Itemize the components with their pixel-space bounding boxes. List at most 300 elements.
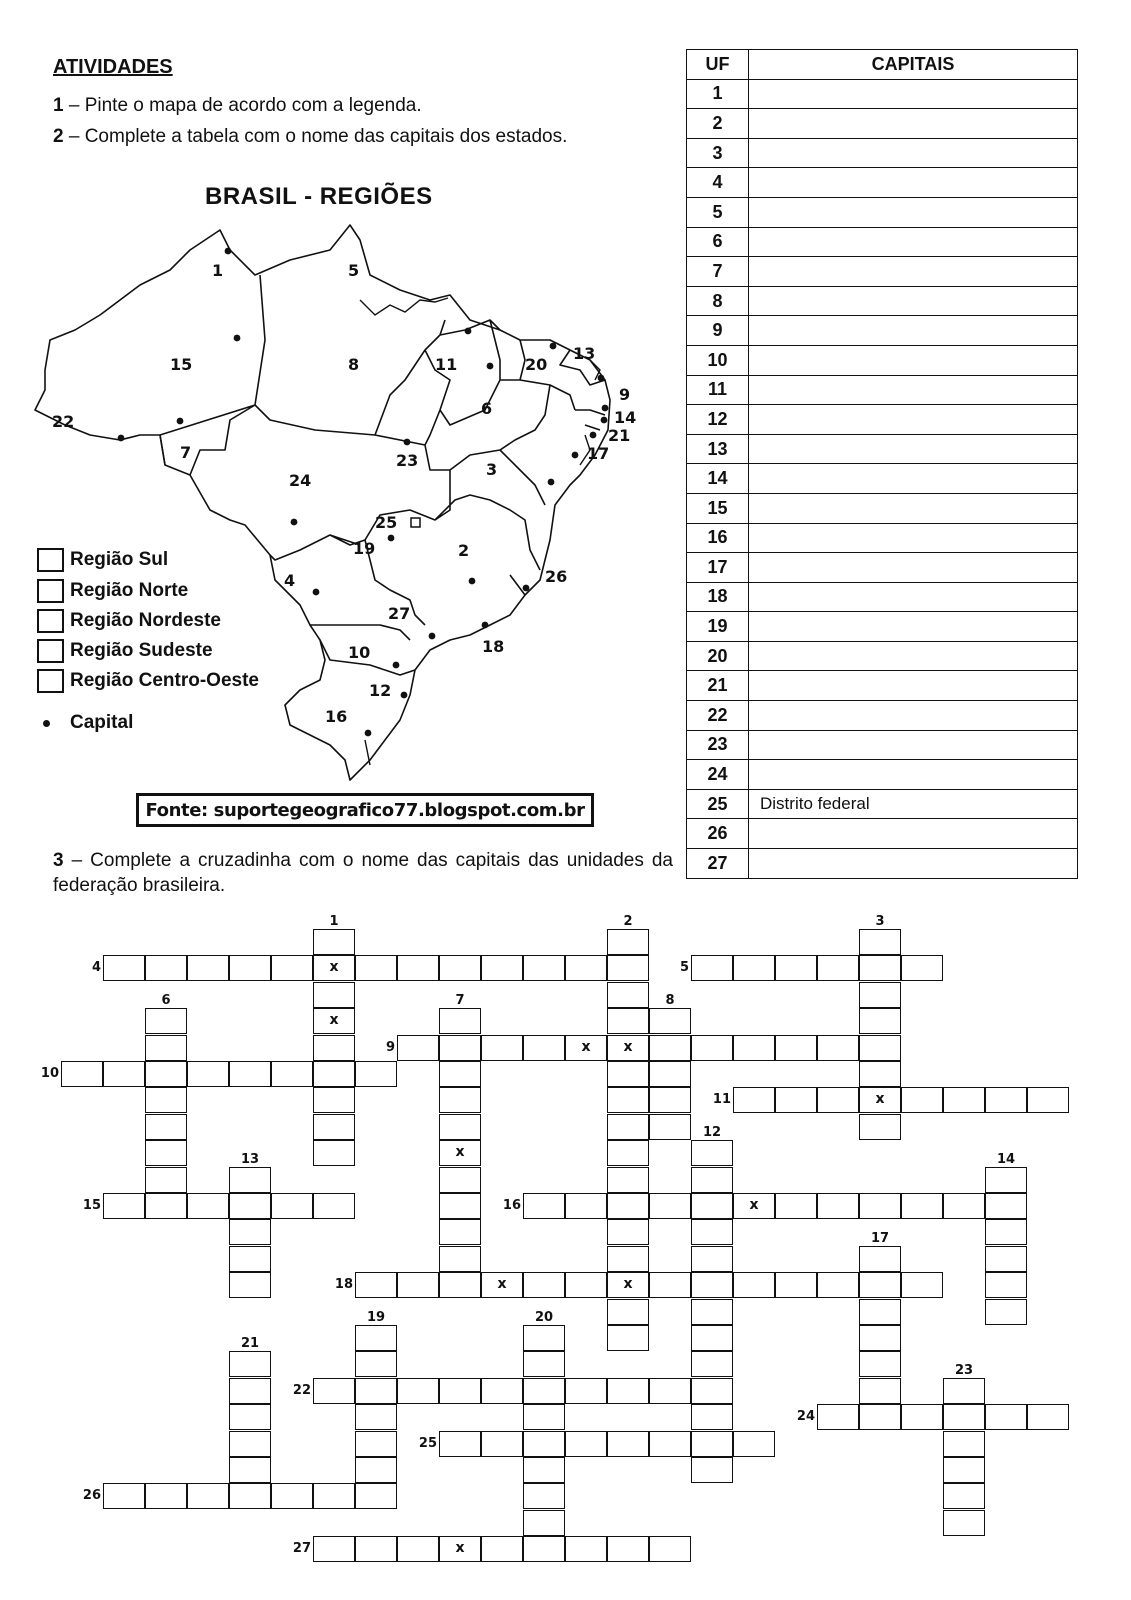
uf-number-cell: 14 — [687, 464, 749, 494]
uf-number-cell: 21 — [687, 671, 749, 701]
capital-dot — [388, 535, 395, 542]
crossword-cell[interactable] — [691, 1167, 733, 1193]
capital-answer-cell[interactable] — [749, 493, 1078, 523]
crossword-cell[interactable] — [355, 1061, 397, 1087]
capital-dot — [393, 662, 400, 669]
crossword-cell[interactable] — [523, 1431, 565, 1457]
crossword-cell[interactable] — [607, 1087, 649, 1113]
crossword-clue-number: 15 — [82, 1198, 101, 1213]
capital-answer-cell[interactable] — [749, 434, 1078, 464]
legend-checkbox[interactable] — [37, 579, 64, 603]
instruction-text: – Complete a tabela com o nome das capitais dos estados. — [63, 126, 568, 147]
crossword-cell[interactable] — [901, 1087, 943, 1113]
crossword-cell[interactable] — [187, 1193, 229, 1219]
state-number: 10 — [348, 643, 371, 662]
crossword-cell[interactable] — [145, 1087, 187, 1113]
crossword-cell[interactable] — [859, 1114, 901, 1140]
crossword-cell[interactable] — [985, 1193, 1027, 1219]
crossword-cell[interactable] — [439, 1246, 481, 1272]
crossword-cell[interactable] — [607, 1378, 649, 1404]
crossword-cell[interactable] — [397, 1536, 439, 1562]
crossword-cell[interactable] — [607, 929, 649, 955]
crossword-blank-cell: x — [439, 1536, 481, 1562]
state-number: 20 — [525, 355, 548, 374]
crossword-cell[interactable] — [523, 1378, 565, 1404]
crossword-cell[interactable] — [859, 1299, 901, 1325]
uf-number-cell: 9 — [687, 316, 749, 346]
instruction-number: 3 — [53, 850, 64, 871]
state-number: 6 — [481, 399, 493, 418]
legend-checkbox[interactable] — [37, 639, 64, 663]
crossword-cell[interactable] — [355, 1378, 397, 1404]
crossword-cell[interactable] — [649, 1378, 691, 1404]
crossword-cell[interactable] — [733, 1272, 775, 1298]
crossword-clue-number: 8 — [665, 993, 675, 1009]
capital-answer-cell[interactable] — [749, 197, 1078, 227]
state-number: 26 — [545, 567, 568, 586]
crossword-cell[interactable] — [145, 1140, 187, 1166]
crossword-cell[interactable] — [355, 1351, 397, 1377]
capital-dot — [401, 692, 408, 699]
crossword-cell[interactable] — [523, 1272, 565, 1298]
crossword-cell[interactable] — [271, 1483, 313, 1509]
crossword-cell[interactable] — [859, 1272, 901, 1298]
crossword-cell[interactable] — [691, 1193, 733, 1219]
crossword-cell[interactable] — [565, 1272, 607, 1298]
crossword-clue-number: 9 — [385, 1039, 395, 1055]
crossword-cell[interactable] — [985, 1167, 1027, 1193]
crossword-cell[interactable] — [355, 1325, 397, 1351]
crossword-cell[interactable] — [691, 1219, 733, 1245]
state-number: 18 — [482, 637, 505, 656]
crossword-cell[interactable] — [859, 1061, 901, 1087]
capital-answer-cell[interactable] — [749, 345, 1078, 375]
crossword-cell[interactable] — [859, 1378, 901, 1404]
crossword-clue-number: 17 — [870, 1230, 890, 1246]
crossword-cell[interactable] — [649, 1061, 691, 1087]
crossword-cell[interactable] — [397, 1378, 439, 1404]
crossword-cell[interactable] — [565, 1431, 607, 1457]
crossword-cell[interactable] — [775, 1035, 817, 1061]
uf-number-cell: 23 — [687, 730, 749, 760]
crossword-cell[interactable] — [607, 1299, 649, 1325]
crossword-cell[interactable] — [313, 982, 355, 1008]
crossword-cell[interactable] — [229, 1404, 271, 1430]
crossword-cell[interactable] — [649, 1431, 691, 1457]
crossword-cell[interactable] — [943, 1193, 985, 1219]
crossword-cell[interactable] — [229, 1193, 271, 1219]
capital-dot — [487, 363, 494, 370]
crossword-cell[interactable] — [943, 1378, 985, 1404]
crossword-cell[interactable] — [271, 1061, 313, 1087]
crossword-cell[interactable] — [439, 1035, 481, 1061]
table-row — [687, 582, 1078, 612]
crossword-cell[interactable] — [229, 1219, 271, 1245]
crossword-cell[interactable] — [439, 1061, 481, 1087]
crossword-cell[interactable] — [775, 1193, 817, 1219]
crossword-cell[interactable] — [985, 1219, 1027, 1245]
crossword-cell[interactable] — [355, 955, 397, 981]
capital-answer-cell[interactable] — [749, 612, 1078, 642]
crossword-cell[interactable] — [691, 1325, 733, 1351]
state-number: 8 — [348, 355, 360, 374]
crossword-cell[interactable] — [775, 1272, 817, 1298]
crossword-cell[interactable] — [691, 1035, 733, 1061]
crossword-cell[interactable] — [481, 1035, 523, 1061]
crossword-cell[interactable] — [523, 1351, 565, 1377]
crossword-cell[interactable] — [817, 955, 859, 981]
capital-answer-cell[interactable]: Distrito federal — [749, 789, 1078, 819]
crossword-cell[interactable] — [397, 955, 439, 981]
crossword-cell[interactable] — [523, 1457, 565, 1483]
crossword-cell[interactable] — [439, 1114, 481, 1140]
crossword-cell[interactable] — [817, 1035, 859, 1061]
crossword-cell[interactable] — [313, 1087, 355, 1113]
capital-answer-cell[interactable] — [749, 641, 1078, 671]
crossword-cell[interactable] — [943, 1431, 985, 1457]
crossword-cell[interactable] — [481, 1536, 523, 1562]
crossword-cell[interactable] — [145, 955, 187, 981]
crossword-clue-number: 1 — [329, 914, 339, 929]
crossword-cell[interactable] — [523, 1510, 565, 1536]
crossword-blank-cell: x — [607, 1035, 649, 1061]
legend-checkbox[interactable] — [37, 609, 64, 633]
crossword-cell[interactable] — [691, 1351, 733, 1377]
capital-answer-cell[interactable] — [749, 819, 1078, 849]
crossword-cell[interactable] — [523, 1035, 565, 1061]
crossword-cell[interactable] — [817, 1272, 859, 1298]
capital-answer-cell[interactable] — [749, 701, 1078, 731]
crossword-cell[interactable] — [229, 1431, 271, 1457]
crossword-cell[interactable] — [145, 1193, 187, 1219]
crossword-cell[interactable] — [565, 1536, 607, 1562]
crossword-cell[interactable] — [607, 1536, 649, 1562]
table-row — [687, 257, 1078, 287]
crossword-cell[interactable] — [523, 1325, 565, 1351]
crossword-cell[interactable] — [691, 1272, 733, 1298]
table-row — [687, 671, 1078, 701]
crossword-cell[interactable] — [439, 1087, 481, 1113]
capital-answer-cell[interactable] — [749, 168, 1078, 198]
table-row — [687, 553, 1078, 583]
uf-number-cell: 8 — [687, 286, 749, 316]
state-number: 13 — [573, 344, 596, 363]
crossword-cell[interactable] — [103, 1061, 145, 1087]
state-number: 23 — [396, 451, 419, 470]
crossword-cell[interactable] — [145, 1167, 187, 1193]
crossword-cell[interactable] — [733, 955, 775, 981]
crossword-cell[interactable] — [523, 1536, 565, 1562]
crossword-cell[interactable] — [607, 1008, 649, 1034]
capital-answer-cell[interactable] — [749, 79, 1078, 109]
instruction-text: – Pinte o mapa de acordo com a legenda. — [63, 95, 422, 116]
legend-checkbox[interactable] — [37, 669, 64, 693]
crossword-cell[interactable] — [229, 955, 271, 981]
crossword-clue-number: 6 — [161, 993, 171, 1009]
capital-answer-cell[interactable] — [749, 257, 1078, 287]
crossword-cell[interactable] — [481, 955, 523, 981]
state-number: 9 — [619, 385, 631, 404]
crossword-cell[interactable] — [523, 1483, 565, 1509]
crossword-cell[interactable] — [985, 1087, 1027, 1113]
crossword-cell[interactable] — [901, 1193, 943, 1219]
table-row — [687, 701, 1078, 731]
crossword-cell[interactable] — [481, 1431, 523, 1457]
capital-answer-cell[interactable] — [749, 405, 1078, 435]
crossword-cell[interactable] — [691, 1140, 733, 1166]
capital-answer-cell[interactable] — [749, 316, 1078, 346]
crossword-cell[interactable] — [313, 1193, 355, 1219]
capital-answer-cell[interactable] — [749, 375, 1078, 405]
crossword-cell[interactable] — [817, 1087, 859, 1113]
crossword-cell[interactable] — [691, 955, 733, 981]
crossword-cell[interactable] — [229, 1378, 271, 1404]
crossword-cell[interactable] — [649, 1008, 691, 1034]
state-number: 7 — [180, 443, 192, 462]
crossword-cell[interactable] — [691, 1299, 733, 1325]
crossword-cell[interactable] — [859, 1035, 901, 1061]
crossword-cell[interactable] — [859, 1008, 901, 1034]
crossword-cell[interactable] — [229, 1351, 271, 1377]
table-row — [687, 109, 1078, 139]
table-row — [687, 612, 1078, 642]
crossword-cell[interactable] — [607, 1114, 649, 1140]
crossword-cell[interactable] — [355, 1483, 397, 1509]
crossword-cell[interactable] — [313, 1536, 355, 1562]
crossword-cell[interactable] — [313, 1378, 355, 1404]
capital-answer-cell[interactable] — [749, 553, 1078, 583]
crossword-cell[interactable] — [691, 1378, 733, 1404]
crossword-cell[interactable] — [691, 1457, 733, 1483]
crossword-cell[interactable] — [733, 1087, 775, 1113]
crossword-cell[interactable] — [439, 1272, 481, 1298]
capital-answer-cell[interactable] — [749, 523, 1078, 553]
crossword-clue-number: 21 — [240, 1336, 260, 1352]
crossword-cell[interactable] — [649, 1035, 691, 1061]
capital-answer-cell[interactable] — [749, 138, 1078, 168]
crossword-cell[interactable] — [943, 1483, 985, 1509]
legend-checkbox[interactable] — [37, 548, 64, 572]
capital-answer-cell[interactable] — [749, 286, 1078, 316]
crossword-cell[interactable] — [733, 1035, 775, 1061]
crossword-cell[interactable] — [859, 1246, 901, 1272]
column-header-capitais: CAPITAIS — [749, 50, 1078, 80]
instruction-2 — [53, 126, 567, 148]
crossword-cell[interactable] — [565, 955, 607, 981]
capital-dot — [482, 622, 489, 629]
crossword-cell[interactable] — [187, 1061, 229, 1087]
crossword-cell[interactable] — [901, 1404, 943, 1430]
crossword-cell[interactable] — [649, 1272, 691, 1298]
crossword-cell[interactable] — [859, 1193, 901, 1219]
crossword-cell[interactable] — [985, 1246, 1027, 1272]
crossword-cell[interactable] — [145, 1008, 187, 1034]
crossword-cell[interactable] — [355, 1272, 397, 1298]
crossword-cell[interactable] — [439, 1193, 481, 1219]
crossword-cell[interactable] — [565, 1378, 607, 1404]
crossword-cell[interactable] — [313, 1035, 355, 1061]
crossword-cell[interactable] — [523, 1404, 565, 1430]
crossword-cell[interactable] — [1027, 1087, 1069, 1113]
crossword-cell[interactable] — [313, 1483, 355, 1509]
source-caption: Fonte: suportegeografico77.blogspot.com.br — [136, 793, 594, 827]
crossword-cell[interactable] — [943, 1404, 985, 1430]
crossword-cell[interactable] — [313, 1140, 355, 1166]
crossword-cell[interactable] — [607, 1140, 649, 1166]
crossword-blank-cell: x — [733, 1193, 775, 1219]
crossword-cell[interactable] — [985, 1272, 1027, 1298]
crossword-clue-number: 4 — [91, 960, 101, 976]
crossword-cell[interactable] — [649, 1193, 691, 1219]
crossword-cell[interactable] — [229, 1061, 271, 1087]
crossword-cell[interactable] — [649, 1114, 691, 1140]
crossword-cell[interactable] — [607, 1431, 649, 1457]
uf-number-cell: 25 — [687, 789, 749, 819]
crossword-cell[interactable] — [229, 1457, 271, 1483]
capital-dot — [313, 589, 320, 596]
crossword-cell[interactable] — [607, 1193, 649, 1219]
crossword-cell[interactable] — [439, 1219, 481, 1245]
crossword-cell[interactable] — [649, 1087, 691, 1113]
crossword-cell[interactable] — [355, 1457, 397, 1483]
table-row — [687, 79, 1078, 109]
crossword-cell[interactable] — [355, 1404, 397, 1430]
crossword-cell[interactable] — [145, 1114, 187, 1140]
capital-dot — [523, 585, 530, 592]
state-number: 4 — [284, 571, 296, 590]
crossword-cell[interactable] — [103, 955, 145, 981]
crossword-cell[interactable] — [313, 1061, 355, 1087]
crossword-cell[interactable] — [523, 1193, 565, 1219]
crossword-cell[interactable] — [775, 1087, 817, 1113]
crossword-cell[interactable] — [397, 1035, 439, 1061]
crossword-cell[interactable] — [103, 1193, 145, 1219]
crossword-cell[interactable] — [229, 1167, 271, 1193]
table-row — [687, 168, 1078, 198]
crossword-cell[interactable] — [439, 1008, 481, 1034]
capital-answer-cell[interactable] — [749, 671, 1078, 701]
crossword-cell[interactable] — [859, 982, 901, 1008]
crossword-cell[interactable] — [859, 955, 901, 981]
map-outline — [35, 225, 610, 780]
crossword-cell[interactable] — [901, 955, 943, 981]
crossword-cell[interactable] — [691, 1404, 733, 1430]
crossword-cell[interactable] — [607, 1167, 649, 1193]
capital-answer-cell[interactable] — [749, 730, 1078, 760]
crossword-cell[interactable] — [439, 1167, 481, 1193]
uf-number-cell: 17 — [687, 553, 749, 583]
crossword-cell[interactable] — [985, 1404, 1027, 1430]
crossword-blank-cell: x — [313, 955, 355, 981]
crossword-cell[interactable] — [271, 955, 313, 981]
table-row — [687, 849, 1078, 879]
crossword-cell[interactable] — [355, 1431, 397, 1457]
table-row — [687, 493, 1078, 523]
crossword-cell[interactable] — [187, 1483, 229, 1509]
capital-answer-cell[interactable] — [749, 760, 1078, 790]
capital-answer-cell[interactable] — [749, 464, 1078, 494]
crossword-cell[interactable] — [355, 1536, 397, 1562]
crossword-cell[interactable] — [61, 1061, 103, 1087]
legend-item-sudeste — [37, 638, 213, 664]
crossword-cell[interactable] — [901, 1272, 943, 1298]
crossword-cell[interactable] — [397, 1272, 439, 1298]
uf-number-cell: 15 — [687, 493, 749, 523]
capital-answer-cell[interactable] — [749, 849, 1078, 879]
crossword-cell[interactable] — [649, 1536, 691, 1562]
legend-label: Região Norte — [70, 580, 189, 601]
capital-dot — [469, 578, 476, 585]
crossword-cell[interactable] — [523, 955, 565, 981]
capital-answer-cell[interactable] — [749, 582, 1078, 612]
crossword-clue-number: 12 — [702, 1125, 722, 1141]
crossword-cell[interactable] — [733, 1431, 775, 1457]
crossword-cell[interactable] — [859, 1325, 901, 1351]
crossword-cell[interactable] — [691, 1431, 733, 1457]
crossword-cell[interactable] — [439, 1431, 481, 1457]
crossword-cell[interactable] — [607, 955, 649, 981]
crossword-cell[interactable] — [943, 1510, 985, 1536]
crossword-cell[interactable] — [187, 955, 229, 981]
crossword-cell[interactable] — [229, 1246, 271, 1272]
crossword-cell[interactable] — [145, 1483, 187, 1509]
crossword-cell[interactable] — [859, 929, 901, 955]
capital-answer-cell[interactable] — [749, 227, 1078, 257]
crossword-cell[interactable] — [271, 1193, 313, 1219]
crossword-cell[interactable] — [565, 1193, 607, 1219]
crossword-cell[interactable] — [817, 1193, 859, 1219]
crossword-cell[interactable] — [607, 1325, 649, 1351]
crossword-cell[interactable] — [985, 1299, 1027, 1325]
crossword-cell[interactable] — [313, 1114, 355, 1140]
capital-dot — [234, 335, 241, 342]
crossword-cell[interactable] — [859, 1351, 901, 1377]
crossword-cell[interactable] — [607, 1246, 649, 1272]
capital-dot — [590, 432, 597, 439]
crossword-cell[interactable] — [775, 955, 817, 981]
crossword-cell[interactable] — [691, 1246, 733, 1272]
crossword-cell[interactable] — [145, 1035, 187, 1061]
crossword-cell[interactable] — [943, 1087, 985, 1113]
crossword-cell[interactable] — [607, 982, 649, 1008]
crossword-cell[interactable] — [103, 1483, 145, 1509]
crossword-cell[interactable] — [859, 1404, 901, 1430]
capital-answer-cell[interactable] — [749, 109, 1078, 139]
crossword-cell[interactable] — [313, 929, 355, 955]
uf-number-cell: 7 — [687, 257, 749, 287]
crossword-cell[interactable] — [229, 1272, 271, 1298]
crossword-cell[interactable] — [943, 1457, 985, 1483]
crossword-clue-number: 25 — [418, 1435, 437, 1451]
crossword-cell[interactable] — [439, 1378, 481, 1404]
crossword-cell[interactable] — [1027, 1404, 1069, 1430]
capital-dot — [548, 479, 555, 486]
legend-item-norte — [37, 578, 188, 604]
crossword-cell[interactable] — [607, 1219, 649, 1245]
legend-label: Região Sudeste — [70, 640, 213, 661]
crossword-cell[interactable] — [817, 1404, 859, 1430]
legend-capital-label: Capital — [70, 712, 134, 733]
state-number: 19 — [353, 539, 376, 558]
table-row — [687, 730, 1078, 760]
crossword-blank-cell: x — [607, 1272, 649, 1298]
uf-number-cell: 19 — [687, 612, 749, 642]
crossword-cell[interactable] — [607, 1061, 649, 1087]
crossword-cell[interactable] — [439, 955, 481, 981]
crossword-cell[interactable] — [481, 1378, 523, 1404]
crossword-cell[interactable] — [229, 1483, 271, 1509]
crossword-cell[interactable] — [145, 1061, 187, 1087]
